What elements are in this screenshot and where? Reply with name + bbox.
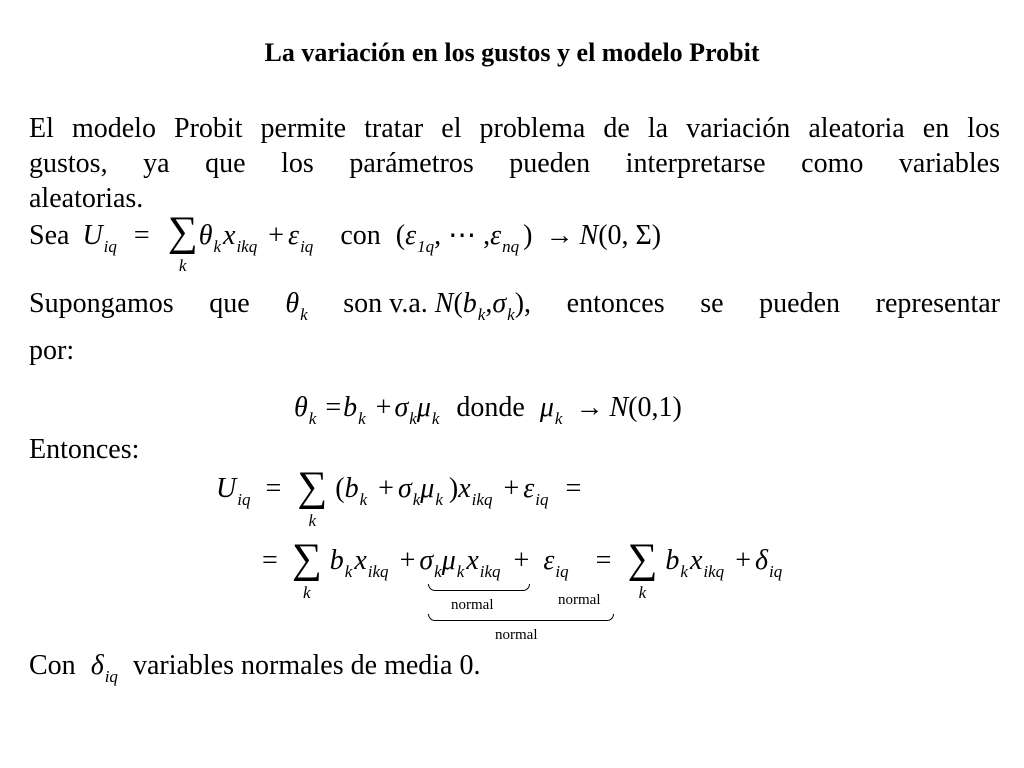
mu-symbol: μ	[441, 545, 456, 576]
x-symbol-3: x	[689, 545, 703, 576]
underbrace-inner-curve	[428, 584, 530, 591]
equals-sign-2: =	[595, 545, 612, 576]
b-symbol: b	[344, 473, 359, 504]
theta-symbol: θ	[285, 288, 300, 319]
sea-line	[29, 209, 662, 275]
mu-symbol: μ	[420, 473, 435, 504]
intro-paragraph	[29, 111, 1000, 216]
utility-symbol: U	[216, 473, 237, 504]
donde-word: donde	[456, 392, 525, 423]
distribution-expression	[343, 282, 531, 329]
theta-k	[285, 282, 307, 329]
delta-subscript: iq	[769, 562, 783, 581]
sum-symbol: ∑	[167, 209, 198, 255]
intro-line-3: aleatorias.	[29, 183, 144, 214]
epsilon-symbol: ε	[523, 473, 535, 504]
epsilon-1-symbol: ε	[405, 220, 417, 251]
b-symbol-2: b	[665, 545, 680, 576]
sea-word: Sea	[29, 220, 70, 251]
epsilon-subscript: iq	[555, 562, 569, 581]
theta-subscript: k	[300, 305, 308, 324]
summation-2	[626, 536, 658, 602]
supongamos-paragraph	[29, 282, 1000, 373]
b-subscript: k	[344, 562, 353, 581]
sum-symbol: ∑	[297, 464, 328, 510]
underbrace-outer-curve	[428, 614, 614, 621]
que-word: que	[209, 288, 250, 319]
equals-sign: =	[265, 473, 282, 504]
underbrace-inner-label: normal	[451, 597, 494, 613]
summation	[167, 209, 199, 275]
theta-symbol: θ	[198, 220, 213, 251]
plus-sign-2: +	[503, 473, 520, 504]
sigma-symbol: σ	[397, 473, 412, 504]
conclusion-line	[29, 650, 481, 686]
sigma-subscript: k	[409, 409, 417, 428]
delta-subscript: iq	[104, 667, 118, 686]
son-va-words: son v.a.	[343, 288, 428, 319]
con-word: Con	[29, 650, 76, 681]
b-subscript: k	[477, 305, 486, 324]
utility-symbol: U	[82, 220, 103, 251]
mu-subscript-2: k	[554, 409, 563, 428]
sum-index: k	[308, 511, 317, 530]
trailing-comma: ,	[524, 288, 532, 319]
paren-close: )	[448, 473, 459, 504]
supongamos-line-1	[29, 282, 1000, 329]
epsilon-subscript: iq	[300, 237, 314, 256]
con-word: con	[340, 220, 381, 251]
equals-sign: =	[325, 392, 342, 423]
epsilon-1-subscript: 1q	[417, 237, 435, 256]
utility-subscript: iq	[237, 490, 251, 509]
theta-subscript: k	[213, 237, 222, 256]
representar-word: representar	[875, 288, 1000, 319]
equals-sign-end: =	[565, 473, 582, 504]
sum-index: k	[303, 583, 311, 602]
x-subscript: ikq	[236, 237, 258, 256]
args-open: (	[453, 288, 463, 319]
theta-symbol: θ	[294, 392, 308, 423]
args-comma: ,	[485, 288, 493, 319]
ellipsis: , ⋯ ,	[434, 220, 491, 251]
entonces-label: Entonces:	[29, 434, 140, 465]
x-symbol: x	[223, 220, 236, 251]
intro-line-1: El modelo Probit permite tratar el problema de la variación aleatoria en los	[29, 113, 1000, 144]
sigma-symbol: σ	[419, 545, 434, 576]
theta-equation	[294, 392, 682, 428]
normal-args: (0, Σ)	[598, 220, 662, 251]
entonces-word: entonces	[566, 288, 665, 319]
epsilon-subscript: iq	[535, 490, 549, 509]
underbrace-outer-label: normal	[495, 627, 538, 643]
vector-open: (	[395, 220, 406, 251]
mu-symbol-2: μ	[539, 392, 554, 423]
plus-sign-3: +	[735, 545, 751, 576]
paren-open: (	[335, 473, 345, 504]
summation	[291, 536, 323, 602]
epsilon-symbol: ε	[543, 545, 555, 576]
b-subscript-2: k	[680, 562, 688, 581]
theta-subscript: k	[308, 409, 317, 428]
plus-sign: +	[375, 392, 392, 423]
args-close: )	[514, 288, 525, 319]
mu-subscript: k	[456, 562, 465, 581]
se-word: se	[700, 288, 724, 319]
b-subscript: k	[358, 409, 366, 428]
utility-subscript: iq	[103, 237, 117, 256]
vector-close: )	[523, 220, 533, 251]
x-subscript: ikq	[367, 562, 389, 581]
equals-sign: =	[262, 545, 278, 576]
normal-N: N	[434, 288, 454, 319]
delta-symbol: δ	[754, 545, 768, 576]
conclusion-text: variables normales de media 0.	[132, 650, 481, 681]
utility-equation-1	[216, 464, 582, 530]
sigma-subscript: k	[412, 490, 421, 509]
x-symbol-2: x	[466, 545, 479, 576]
arrow-symbol: →	[575, 392, 604, 423]
equals-sign: =	[133, 220, 150, 251]
slide-title: La variación en los gustos y el modelo Probit	[264, 38, 760, 67]
supongamos-line-2: por:	[29, 335, 75, 366]
arrow-symbol: →	[545, 220, 574, 251]
sigma-symbol: σ	[394, 392, 409, 423]
normal-N: N	[579, 220, 599, 251]
sum-index-2: k	[638, 583, 647, 602]
pueden-word: pueden	[759, 288, 841, 319]
normal-N: N	[609, 392, 629, 423]
supongamos-word: Supongamos	[29, 288, 174, 319]
b-symbol: b	[329, 545, 344, 576]
x-symbol: x	[354, 545, 367, 576]
sigma-subscript: k	[507, 305, 515, 324]
x-symbol: x	[458, 473, 471, 504]
sum-symbol-2: ∑	[627, 536, 658, 582]
sigma-symbol: σ	[492, 288, 507, 319]
epsilon-n-symbol: ε	[490, 220, 502, 251]
intro-line-2: gustos, ya que los parámetros pueden interpretarse como variables	[29, 148, 1000, 179]
mu-subscript: k	[431, 409, 440, 428]
summation	[296, 464, 328, 530]
mu-subscript: k	[435, 490, 443, 509]
sum-index: k	[178, 256, 187, 275]
plus-sign: +	[268, 220, 285, 251]
normal-args: (0,1)	[628, 392, 682, 423]
x-subscript: ikq	[471, 490, 493, 509]
plus-sign: +	[378, 473, 394, 504]
plus-sign-2: +	[513, 545, 530, 576]
epsilon-n-subscript: nq	[502, 237, 520, 256]
underbrace-eps-label: normal	[558, 592, 601, 608]
x-subscript-3: ikq	[703, 562, 725, 581]
x-subscript-2: ikq	[479, 562, 501, 581]
plus-sign: +	[399, 545, 416, 576]
sigma-subscript: k	[434, 562, 442, 581]
delta-symbol: δ	[90, 650, 104, 681]
mu-symbol: μ	[416, 392, 431, 423]
epsilon-symbol: ε	[288, 220, 300, 251]
b-symbol: b	[343, 392, 358, 423]
b-symbol: b	[462, 288, 477, 319]
b-subscript: k	[359, 490, 368, 509]
sum-symbol: ∑	[291, 536, 322, 582]
